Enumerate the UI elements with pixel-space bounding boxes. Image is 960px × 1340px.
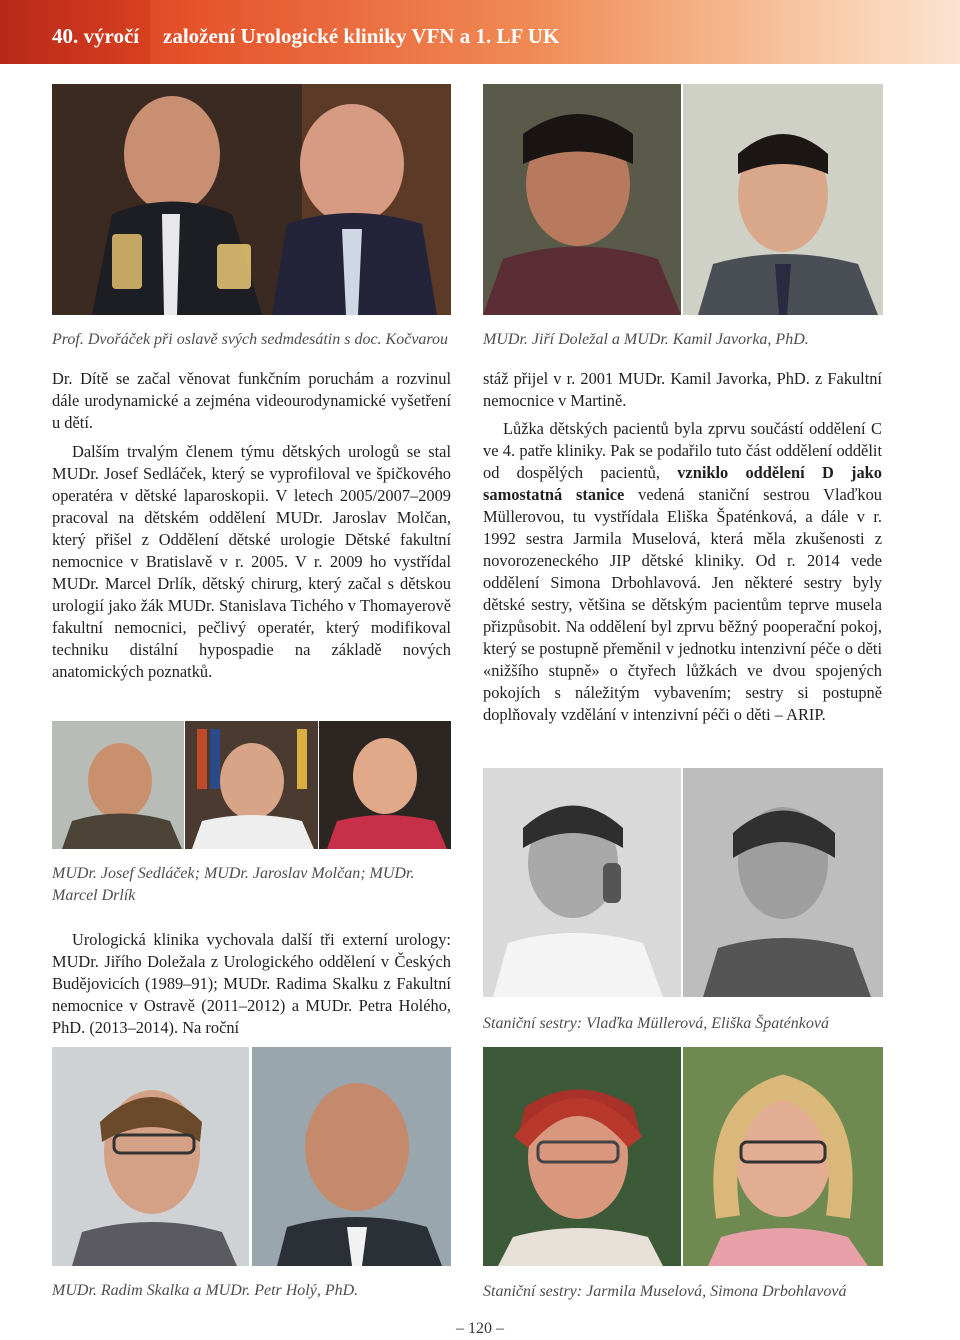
caption-2: MUDr. Jiří Doležal a MUDr. Kamil Javorka, PhD.: [483, 331, 809, 348]
right-paragraph-2-part-c: vedená staniční sestrou Vlaďkou Müllerovou, tu vystřídala Eliška Špaténková, a dále v r. 1992 sestra Jarmila Muselová, která měla zkušenosti z novorozeneckého JIP dětské kliniky. Od r. 2014 vede oddělení Simona Drbohlavová. Jen některé sestry byly dětské sestry, většina se dětským pacientům teprve musela přizpůsobit. Na oddělení byl zprvu běžný pooperační pokoj, který se postupně přeměnil v jednotku intenzivní péče o děti «nižšího stupně» o čtyřech lůžkách ve dvou spojených pokojích s náležitým vybavením; sestry si postupně doplňovaly vzdělání v intenzivní péči o děti – ARIP.: [483, 485, 882, 724]
photo-muselova-drbohlavova: [483, 1047, 883, 1266]
caption-1: Prof. Dvořáček při oslavě svých sedmdesátin s doc. Kočvarou: [52, 331, 449, 348]
photo-mullerova-spatenkova: [483, 768, 883, 997]
caption-5: MUDr. Radim Skalka a MUDr. Petr Holý, PhD.: [52, 1282, 359, 1299]
header-title: založení Urologické kliniky VFN a 1. LF UK: [163, 24, 560, 48]
photo-dvoracek-kocvara: [52, 84, 451, 315]
caption-3: MUDr. Josef Sedláček; MUDr. Jaroslav Molčan; MUDr. Marcel Drlík: [52, 865, 415, 904]
right-paragraph-2: [483, 418, 882, 726]
header-band: [0, 0, 960, 64]
photo-sedlacek-molcan-drlik: [52, 721, 451, 849]
right-paragraph-2-bold: vzniklo oddělení D jako samostatná stanice: [483, 463, 882, 504]
photo-skalka-holy: [52, 1047, 451, 1266]
header-anniversary: 40. výročí: [52, 24, 140, 48]
left-paragraph-2: Dalším trvalým členem týmu dětských urologů se stal MUDr. Josef Sedláček, který se vyprofiloval ve špičkového operatéra v dětské laparoskopii. V letech 2005/2007–2009 pracoval na dětském oddělení MUDr. Jaroslav Molčan, který přišel z Oddělení dětské urologie Dětské fakultní nemocnice v Bratislavě v r. 2005. V r. 2009 ho vystřídal MUDr. Marcel Drlík, dětský chirurg, který začal s dětskou urologií jako žák MUDr. Stanislava Tichého v Thomayerově fakultní nemocnici, pečlivý operatér, který modifikoval techniku distální hypospadie na základě nových anatomických poznatků.: [52, 442, 451, 681]
right-paragraph-2-part-a: Lůžka dětských pacientů byla zprvu součástí oddělení C ve 4. patře kliniky. Pak se podařilo tuto část oddělení oddělit od dospělých pacientů,: [483, 419, 882, 482]
caption-4: Staniční sestry: Vlaďka Müllerová, Eliška Špaténková: [483, 1015, 829, 1032]
caption-6: Staniční sestry: Jarmila Muselová, Simona Drbohlavová: [483, 1283, 847, 1300]
right-paragraph-1: stáž přijel v r. 2001 MUDr. Kamil Javorka, PhD. z Fakultní nemocnice v Martině.: [483, 369, 882, 410]
page-number: – 120 –: [456, 1320, 504, 1337]
photo-dolezal-javorka: [483, 84, 883, 315]
left-paragraph-1: Dr. Dítě se začal věnovat funkčním poruchám a rozvinul dále urodynamické a zejména videourodynamické vyšetření u dětí.: [52, 369, 451, 432]
left-paragraph-3: Urologická klinika vychovala další tři externí urology: MUDr. Jiřího Doležala z Urologického oddělení v Českých Budějovicích (1989–91); MUDr. Radima Skalku z Fakultní nemocnice v Ostravě (2011–2012) a MUDr. Petra Holého, PhD. (2013–2014). Na roční: [52, 930, 451, 1037]
